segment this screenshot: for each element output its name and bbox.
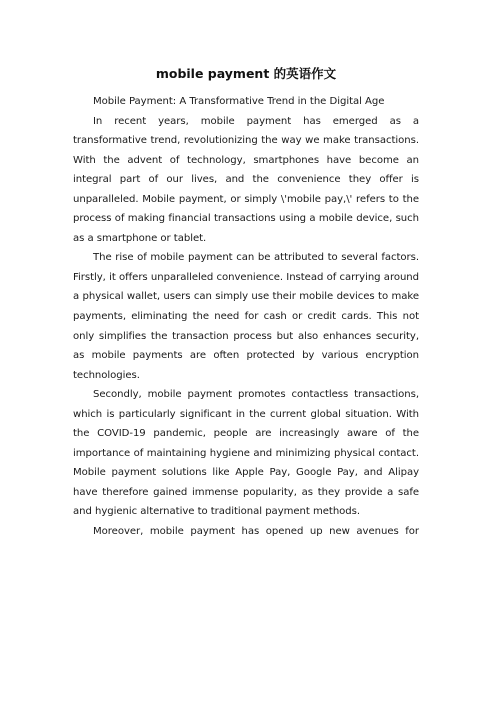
paragraph-4: Moreover, mobile payment has opened up new avenues for (93, 526, 419, 538)
document-subtitle: Mobile Payment: A Transformative Trend in the Digital Age (93, 96, 385, 107)
document-body (73, 92, 419, 542)
paragraph-3: Secondly, mobile payment promotes contactless transactions, which is particularly significant in the current global situation. With the COVID-19 pandemic, people are increasingly aware of the importance of maintaining hygiene and minimizing physical contact. Mobile payment solutions like Apple Pay, Google Pay, and Alipay have therefore gained immense popularity, as they provide a safe and hygienic alternative to traditional payment methods. (73, 389, 419, 518)
paragraph-1: In recent years, mobile payment has emerged as a transformative trend, revolutionizing the way we make transactions. With the advent of technology, smartphones have become an integral part of our lives, and the convenience they offer is unparalleled. Mobile payment, or simply \'mobile pay,\' refers to the process of making financial transactions using a mobile device, such as a smartphone or tablet. (73, 115, 419, 244)
document-title: mobile payment 的英语作文 (155, 66, 337, 81)
paragraph-2: The rise of mobile payment can be attributed to several factors. Firstly, it offers unparalleled convenience. Instead of carrying around a physical wallet, users can simply use their mobile devices to make payments, eliminating the need for cash or credit cards. This not only simplifies the transaction process but also enhances security, as mobile payments are often protected by various encryption technologies. (73, 252, 419, 381)
